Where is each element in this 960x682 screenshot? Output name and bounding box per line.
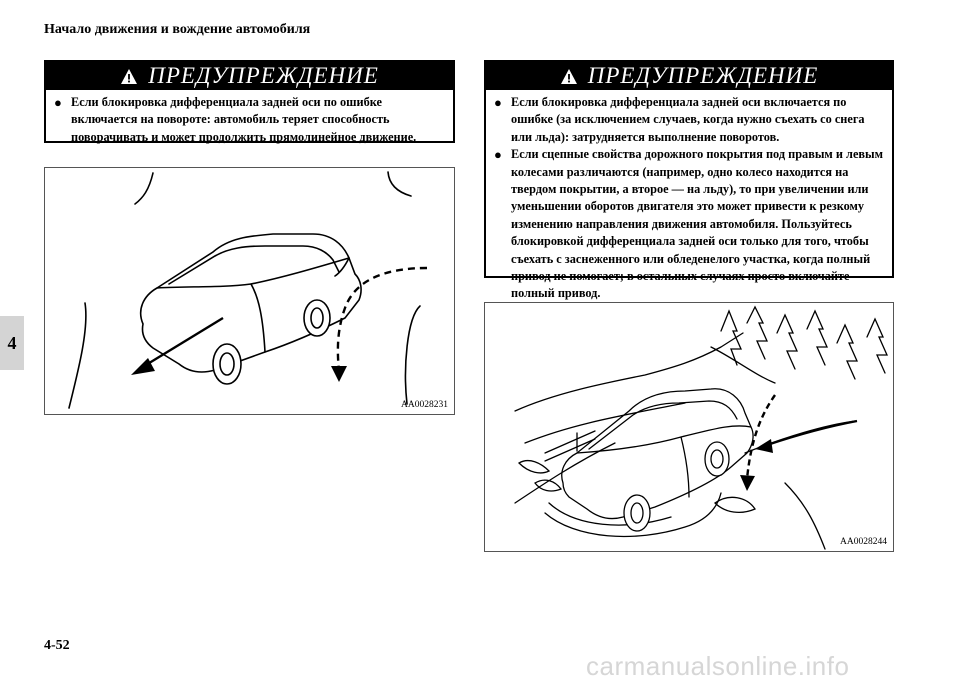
- warning-item: [494, 94, 884, 146]
- warning-title-bar: [46, 62, 453, 90]
- figure-car-in-snow: [484, 302, 894, 552]
- bullet-icon: ●: [494, 95, 502, 110]
- bullet-icon: ●: [494, 147, 502, 163]
- figure-code: AA0028244: [840, 537, 887, 547]
- warning-box-left: [44, 60, 455, 143]
- warning-triangle-icon: [120, 68, 138, 85]
- warning-title-bar: [486, 62, 892, 90]
- page-number: 4-52: [44, 638, 70, 653]
- figure-car-turning: [44, 167, 455, 415]
- warning-text: Если сцепные свойства дорожного покрытия под правым и левым колесами различаются (например, одно колесо находится на твердом покрытии, а второе — на льду), то при увеличении или уменьшении оборотов двигателя это может привести к резкому изменению направления движения автомобиля. Пользуйтесь блокировкой дифференциала задней оси только для того, чтобы съехать с заснеженного или обледенелого участка, когда полный привод не помогает; в остальных случаях просто включайте полный привод.: [511, 147, 884, 301]
- warning-title: ПРЕДУПРЕЖДЕНИЕ: [587, 63, 819, 88]
- warning-box-right: [484, 60, 894, 301]
- car-turning-illustration: [45, 168, 454, 414]
- running-header: Начало движения и вождение автомобиля: [44, 22, 311, 37]
- warning-triangle-icon: [560, 68, 578, 85]
- warning-text: Если блокировка дифференциала задней оси включается по ошибке (за исключением случаев, когда нужно съехать со снега или льда): затрудняется выполнение поворотов.: [511, 95, 865, 144]
- warning-title: ПРЕДУПРЕЖДЕНИЕ: [148, 63, 379, 88]
- bullet-icon: ●: [54, 95, 62, 110]
- warning-item: [54, 94, 445, 146]
- warning-text: Если блокировка дифференциала задней оси по ошибке включается на повороте: автомобиль теряет способность поворачивать и может продолжить прямолинейное движение.: [71, 95, 417, 144]
- figure-code: AA0028231: [401, 400, 448, 410]
- chapter-tab: 4: [0, 316, 24, 370]
- watermark: carmanualsonline.info: [586, 651, 850, 681]
- warning-item: [494, 146, 884, 303]
- car-in-snow-illustration: [485, 303, 893, 551]
